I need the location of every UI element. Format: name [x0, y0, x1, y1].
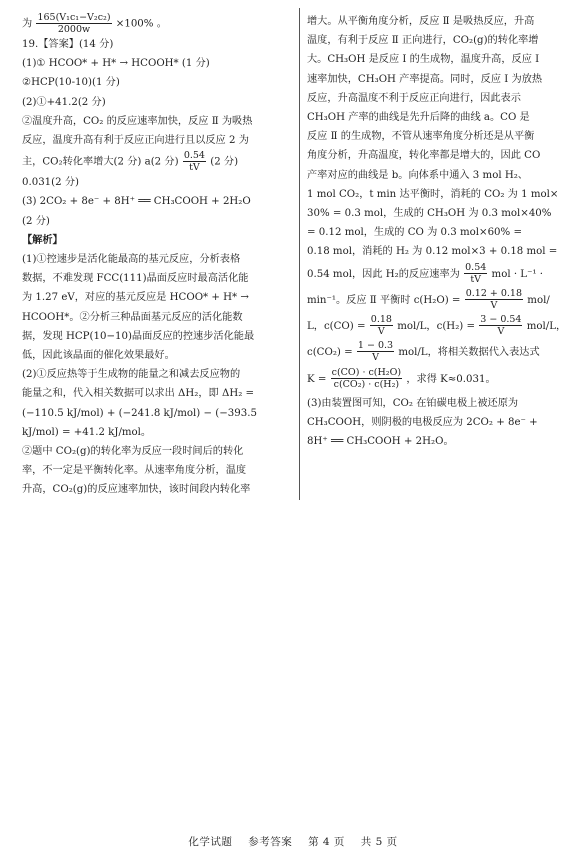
h2o-conc-line — [307, 288, 565, 314]
right-column — [307, 12, 565, 451]
analysis-r1-l1: 增大。从平衡角度分析，反应 Ⅱ 是吸热反应，升高 — [307, 16, 535, 27]
k-expression-line — [307, 366, 565, 394]
analysis-p1-l6: 低，因此该晶面的催化效果最好。 — [22, 350, 175, 362]
h2-rate-numerator: 0.54 — [465, 262, 487, 274]
co-conc-numerator: 0.18 — [370, 314, 392, 326]
analysis-r1-l9: 产率对应的曲线是 b。向体系中通入 3 mol H₂、 — [307, 169, 528, 181]
formula-prefix: 为 — [22, 18, 33, 30]
analysis-p3-l2: 率，不一定是平衡转化率。从速率角度分析，温度 — [22, 465, 247, 477]
analysis-p4-l3: 8H⁺ ══ CH₃COOH + 2H₂O。 — [307, 436, 454, 448]
answer-3: (3) 2CO₂ + 8e⁻ + 8H⁺ ══ CH₃COOH + 2H₂O — [22, 196, 251, 208]
h2-conc-numerator: 3 − 0.54 — [480, 314, 522, 326]
co2-conc-pre: c(CO₂) = — [307, 346, 353, 358]
analysis-p2-l3: (−110.5 kJ/mol) + (−241.8 kJ/mol) − (−393.5 — [22, 407, 257, 419]
h2-rate-line — [307, 262, 565, 288]
analysis-r1-l13: 0.18 mol，消耗的 H₂ 为 0.12 mol×3 + 0.18 mol = — [307, 246, 558, 258]
h2-conc-post: mol/L， — [526, 320, 567, 332]
h2o-conc-denominator: V — [490, 300, 498, 312]
page-footer — [0, 834, 586, 849]
co-conc-pre: L，c(CO) = — [307, 320, 366, 332]
rate-denominator: tV — [189, 162, 200, 174]
co-conc-fraction — [370, 314, 393, 337]
footer-section: 参考答案 — [248, 836, 293, 848]
co-h2-conc-line — [307, 314, 565, 340]
analysis-p2-l1: (2)①反应热等于生成物的能量之和减去反应物的 — [22, 369, 241, 381]
footer-subject: 化学试题 — [188, 836, 233, 848]
h2o-conc-fraction — [465, 288, 523, 311]
formula-numerator: 165(V₁c₁−V₂c₂) — [37, 12, 111, 23]
co2-conc-fraction — [357, 340, 394, 363]
analysis-p4-l2: CH₃COOH，则阴极的电极反应为 2CO₂ + 8e⁻ + — [307, 416, 538, 428]
analysis-p1-l1: (1)①控速步是活化能最高的基元反应，分析表格 — [22, 254, 241, 266]
analysis-p1-l4: HCOOH*。②分析三种晶面基元反应的活化能数 — [22, 311, 243, 323]
k-numerator: c(CO) · c(H₂O) — [331, 367, 402, 379]
h2-rate-fraction — [464, 262, 487, 285]
analysis-p2-l2: 能量之和，代入相关数据可以求出 ΔH₂，即 ΔH₂ = — [22, 388, 255, 400]
analysis-p3-l3: 升高，CO₂(g)的反应速率加快，该时间段内转化率 — [22, 484, 251, 496]
analysis-r1-l5: 反应，升高温度不利于反应正向进行，因此表示 — [307, 92, 521, 104]
rate-numerator: 0.54 — [183, 150, 205, 162]
answer-1-1: (1)① HCOO* + H* → HCOOH* (1 分) — [22, 58, 210, 70]
h2-conc-fraction — [479, 314, 522, 337]
h2o-conc-pre: min⁻¹。反应 Ⅱ 平衡时 c(H₂O) = — [307, 294, 461, 306]
h2-conc-denominator: V — [497, 326, 505, 338]
co-conc-mid: mol/L，c(H₂) = — [397, 320, 476, 332]
answer-2-1: (2)①+41.2(2 分) — [22, 96, 106, 108]
answer-2-2-line1: ②温度升高，CO₂ 的反应速率加快，反应 Ⅱ 为吸热 — [22, 115, 253, 127]
analysis-p3-l1: ②题中 CO₂(g)的转化率为反应一段时间后的转化 — [22, 446, 244, 458]
answer-2-2-line3 — [22, 150, 292, 173]
analysis-r1-l11: 30% = 0.3 mol，生成的 CH₃OH 为 0.3 mol×40% — [307, 208, 552, 220]
analysis-p4-l1: (3)由装置图可知，CO₂ 在铂碳电极上被还原为 — [307, 397, 519, 409]
analysis-p1-l3: 为 1.27 eV，对应的基元反应是 HCOO* + H* → — [22, 292, 249, 304]
analysis-r1-l7: 反应 Ⅱ 的生成物，不管从速率角度分析还是从平衡 — [307, 131, 535, 143]
k-fraction — [331, 367, 402, 390]
answer-3-score: (2 分) — [22, 215, 50, 227]
h2-rate-post: mol · L⁻¹ · — [491, 268, 544, 280]
co2-conc-denominator: V — [372, 352, 379, 364]
analysis-p1-l5: 据，发现 HCP(10−10)晶面反应的控速步活化能最 — [22, 330, 255, 342]
answer-2-3: 0.031(2 分) — [22, 177, 80, 189]
k-pre: K = — [307, 373, 327, 385]
question-header: 19.【答案】(14 分) — [22, 39, 114, 50]
analysis-r1-l12: = 0.12 mol，生成的 CO 为 0.3 mol×60% = — [307, 227, 522, 239]
formula-line — [22, 12, 292, 35]
formula-suffix: ×100% 。 — [115, 18, 167, 30]
answer-2-2-text: 主，CO₂转化率增大(2 分) a(2 分) — [22, 156, 179, 168]
h2o-conc-post: mol/ — [527, 294, 550, 306]
analysis-p1-l2: 数据，不难发现 FCC(111)晶面反应时最高活化能 — [22, 273, 249, 285]
k-denominator: c(CO₂) · c(H₂) — [333, 379, 400, 391]
footer-page: 第 4 页 — [308, 836, 345, 848]
co2-conc-post: mol/L，将相关数据代入表达式 — [398, 346, 540, 358]
h2o-conc-numerator: 0.12 + 0.18 — [465, 288, 523, 300]
analysis-header: 【解析】 — [22, 233, 63, 246]
k-post: ，求得 K≈0.031。 — [406, 373, 496, 385]
column-divider — [299, 8, 300, 500]
co2-conc-numerator: 1 − 0.3 — [357, 340, 394, 352]
answer-1-2: ②HCP(10-10)(1 分) — [22, 77, 120, 89]
analysis-p2-l4: kJ/mol) = +41.2 kJ/mol。 — [22, 426, 152, 438]
answer-2-2-line2: 反应，温度升高有利于反应正向进行且以反应 2 为 — [22, 135, 249, 147]
answer-2-2-tail: (2 分) — [210, 156, 239, 168]
co-conc-denominator: V — [377, 326, 385, 338]
analysis-r1-l4: 速率加快，CH₃OH 产率提高。同时，反应 Ⅰ 为放热 — [307, 73, 543, 85]
formula-denominator: 2000w — [57, 24, 91, 35]
co2-conc-line — [307, 340, 565, 366]
analysis-r1-l2: 温度，有利于反应 Ⅱ 正向进行，CO₂(g)的转化率增 — [307, 35, 539, 47]
analysis-r1-l10: 1 mol CO₂，t min 达平衡时，消耗的 CO₂ 为 1 mol× — [307, 188, 559, 200]
h2-rate-pre: 0.54 mol，因此 H₂的反应速率为 — [307, 268, 460, 280]
left-column — [22, 12, 292, 500]
analysis-r1-l6: CH₃OH 产率的曲线是先升后降的曲线 a。CO 是 — [307, 112, 530, 124]
footer-total: 共 5 页 — [360, 836, 398, 848]
analysis-r1-l3: 大。CH₃OH 是反应 Ⅰ 的生成物，温度升高，反应 Ⅰ — [307, 54, 540, 66]
analysis-r1-l8: 角度分析，升高温度，转化率都是增大的，因此 CO — [307, 150, 541, 162]
formula-fraction — [36, 12, 111, 35]
rate-fraction — [183, 150, 206, 173]
h2-rate-denominator: tV — [470, 274, 482, 286]
